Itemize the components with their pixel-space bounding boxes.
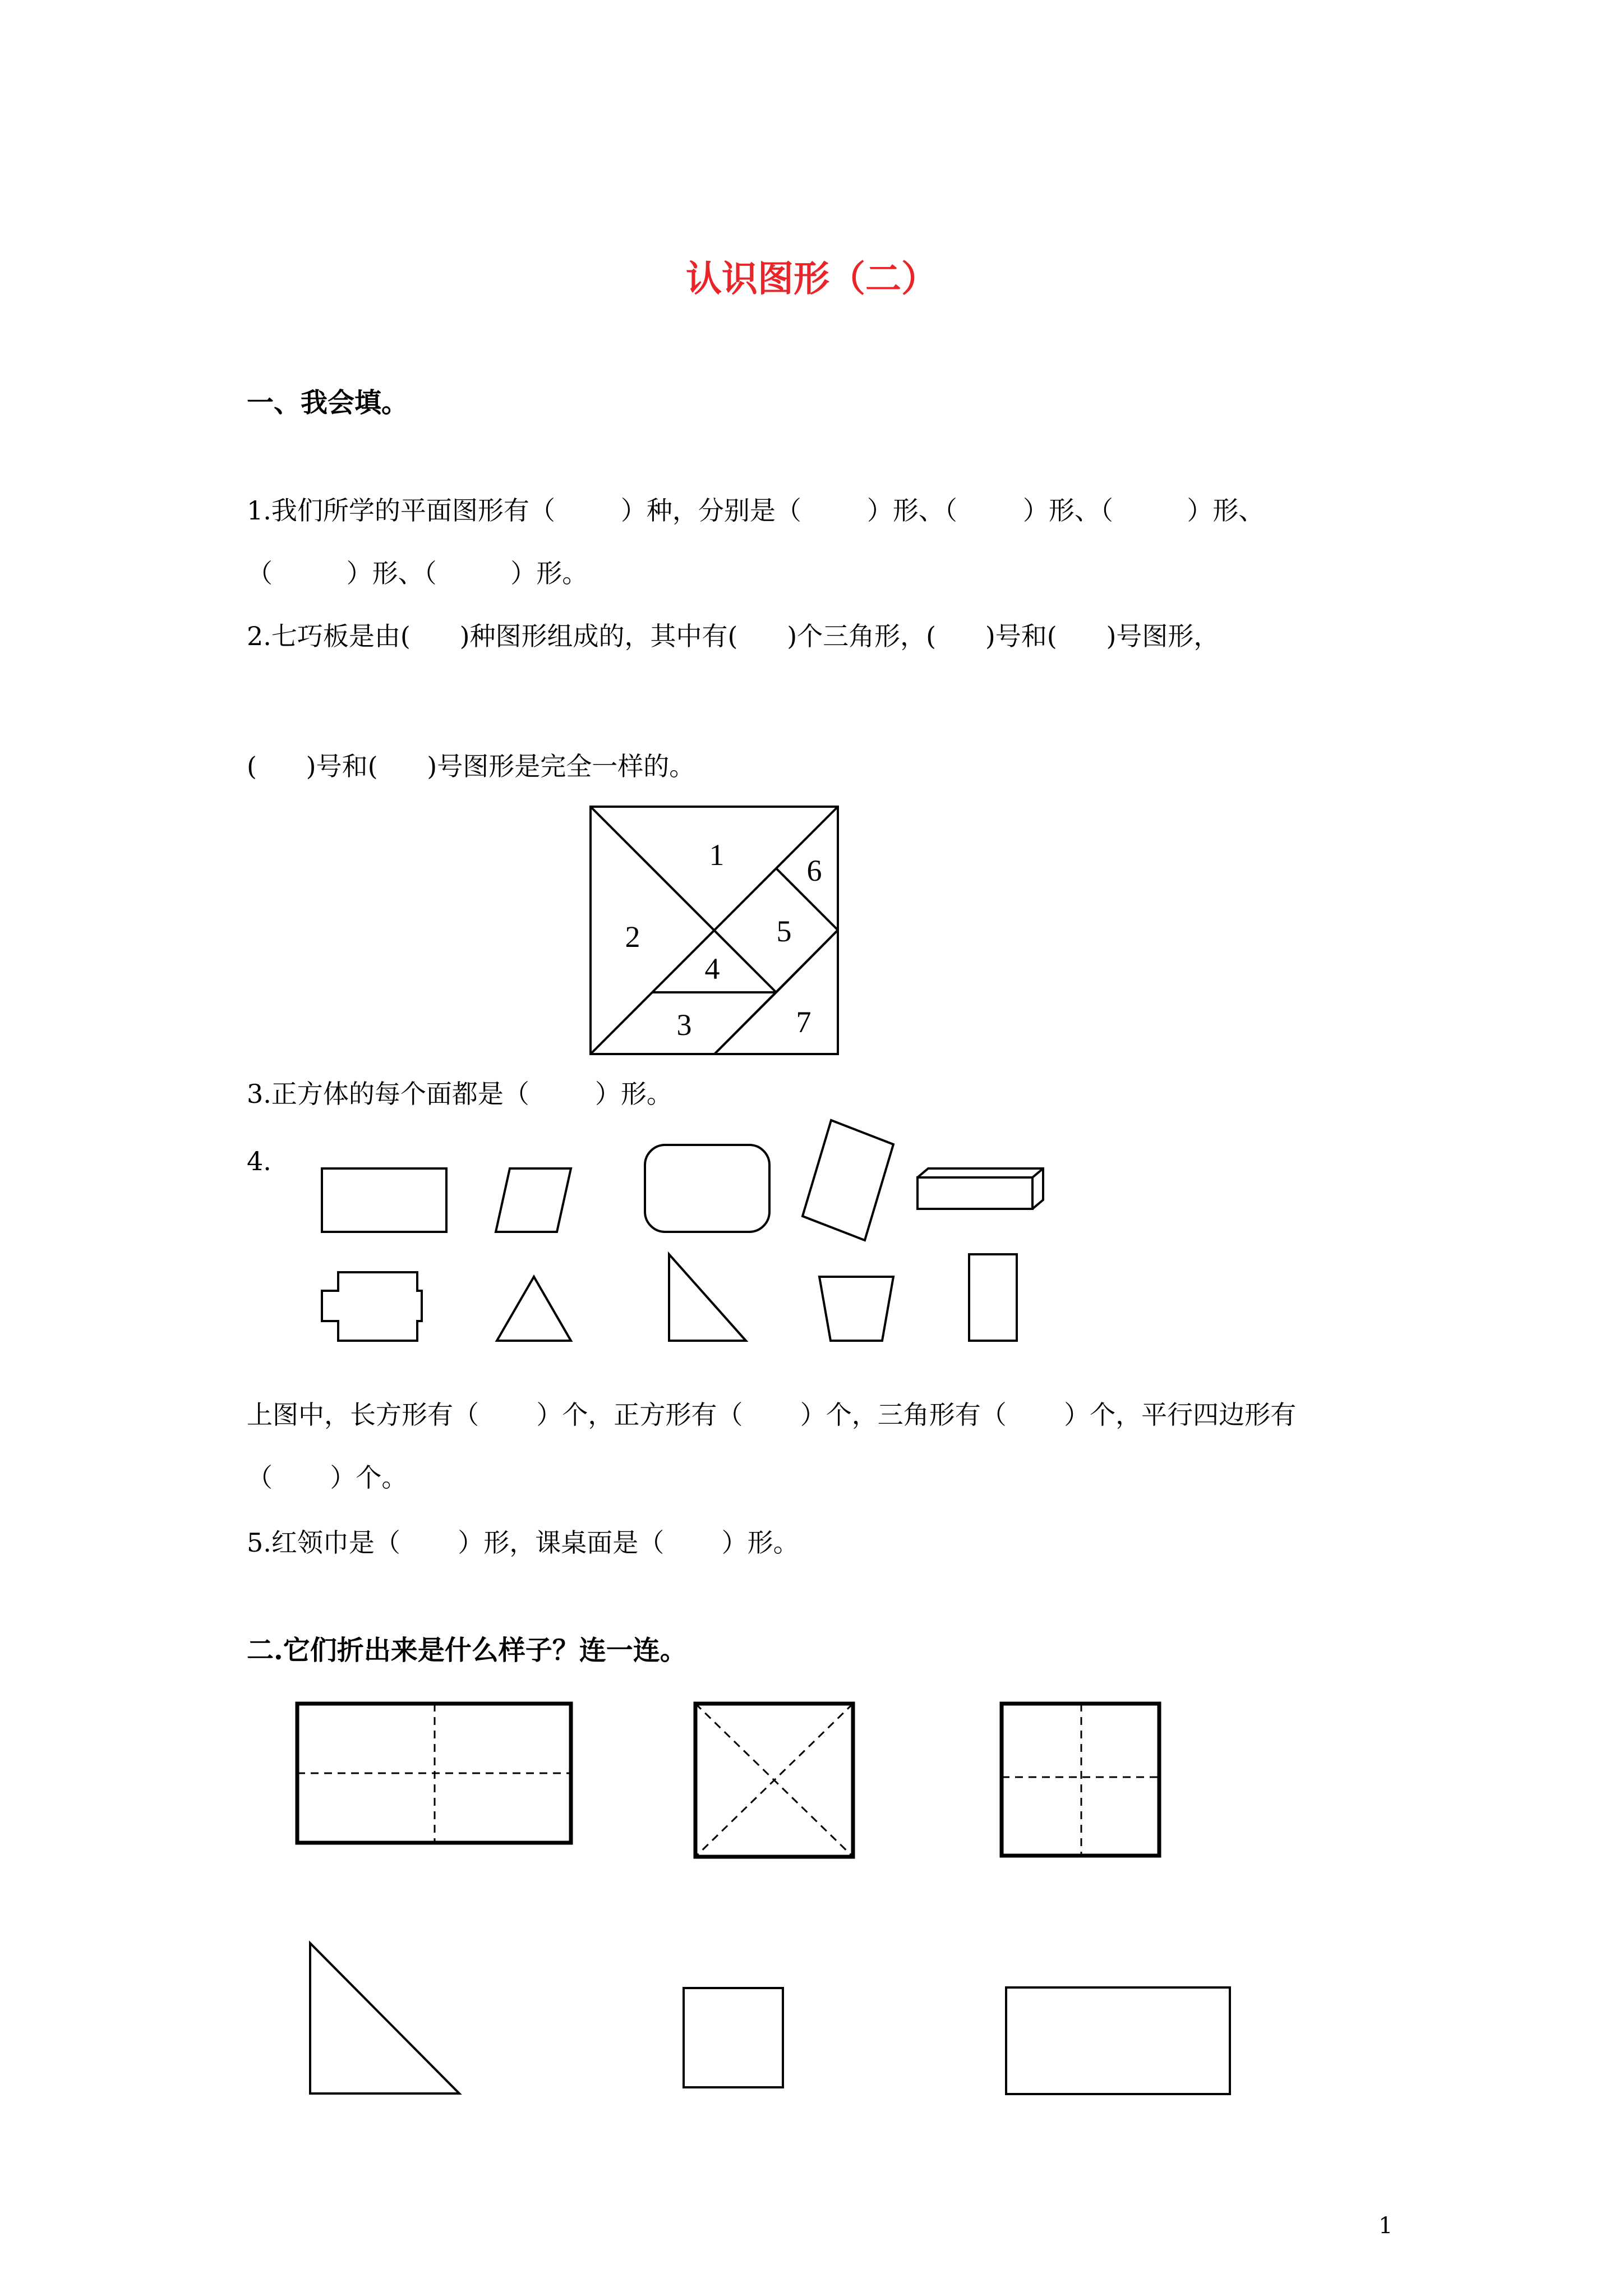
section-2-heading: 二.它们折出来是什么样子？连一连。 — [247, 1635, 687, 1666]
tangram-label: 6 — [806, 854, 822, 887]
tangram-diagonal — [591, 807, 776, 992]
right-triangle-shape — [669, 1254, 746, 1341]
result-rectangle — [1006, 1987, 1230, 2094]
trapezoid-shape — [819, 1277, 893, 1341]
question-3: 3.正方体的每个面都是（ ）形。 — [247, 1079, 672, 1109]
tangram-label: 1 — [709, 838, 725, 872]
question-4-line-2: （ ）个。 — [247, 1462, 408, 1493]
result-triangle — [310, 1943, 459, 2093]
result-square — [684, 1988, 783, 2087]
question-1-line-2: （ ）形、（ ）形。 — [247, 558, 588, 588]
tangram-line — [652, 807, 838, 992]
question-5: 5.红领巾是（ ）形，课桌面是（ ）形。 — [247, 1527, 799, 1558]
tangram-label: 3 — [676, 1008, 692, 1042]
page-number: 1 — [1378, 2213, 1393, 2239]
tangram-label: 2 — [625, 920, 640, 954]
cross-shape — [322, 1272, 422, 1341]
tangram-line — [591, 992, 652, 1054]
section-1-heading: 一、我会填。 — [247, 387, 409, 418]
triangle-shape — [497, 1277, 571, 1341]
tangram-label: 7 — [796, 1005, 811, 1039]
rounded-rectangle-shape — [645, 1145, 769, 1232]
tangram-label: 5 — [776, 914, 792, 948]
cuboid-shape — [917, 1168, 1043, 1209]
question-4-line-1: 上图中，长方形有（ ）个，正方形有（ ）个，三角形有（ ）个，平行四边形有 — [247, 1400, 1297, 1430]
tangram-label: 4 — [704, 952, 720, 986]
folded-square-cross-paper — [1002, 1704, 1159, 1856]
tall-rectangle-shape — [969, 1254, 1017, 1341]
rectangle-shape — [322, 1168, 446, 1232]
question-2-line-1: 2.七巧板是由( )种图形组成的，其中有( )个三角形，( )号和( )号图形， — [247, 621, 1220, 651]
question-1-line-1: 1.我们所学的平面图形有（ ）种，分别是（ ）形、（ ）形、（ ）形、 — [247, 495, 1265, 526]
question-4-number: 4. — [247, 1146, 271, 1176]
question-2-line-2: ( )号和( )号图形是完全一样的。 — [247, 751, 695, 781]
page-title: 认识图形（二） — [686, 258, 937, 300]
parallelogram-shape — [496, 1168, 571, 1232]
tilted-rectangle-shape — [803, 1120, 893, 1240]
